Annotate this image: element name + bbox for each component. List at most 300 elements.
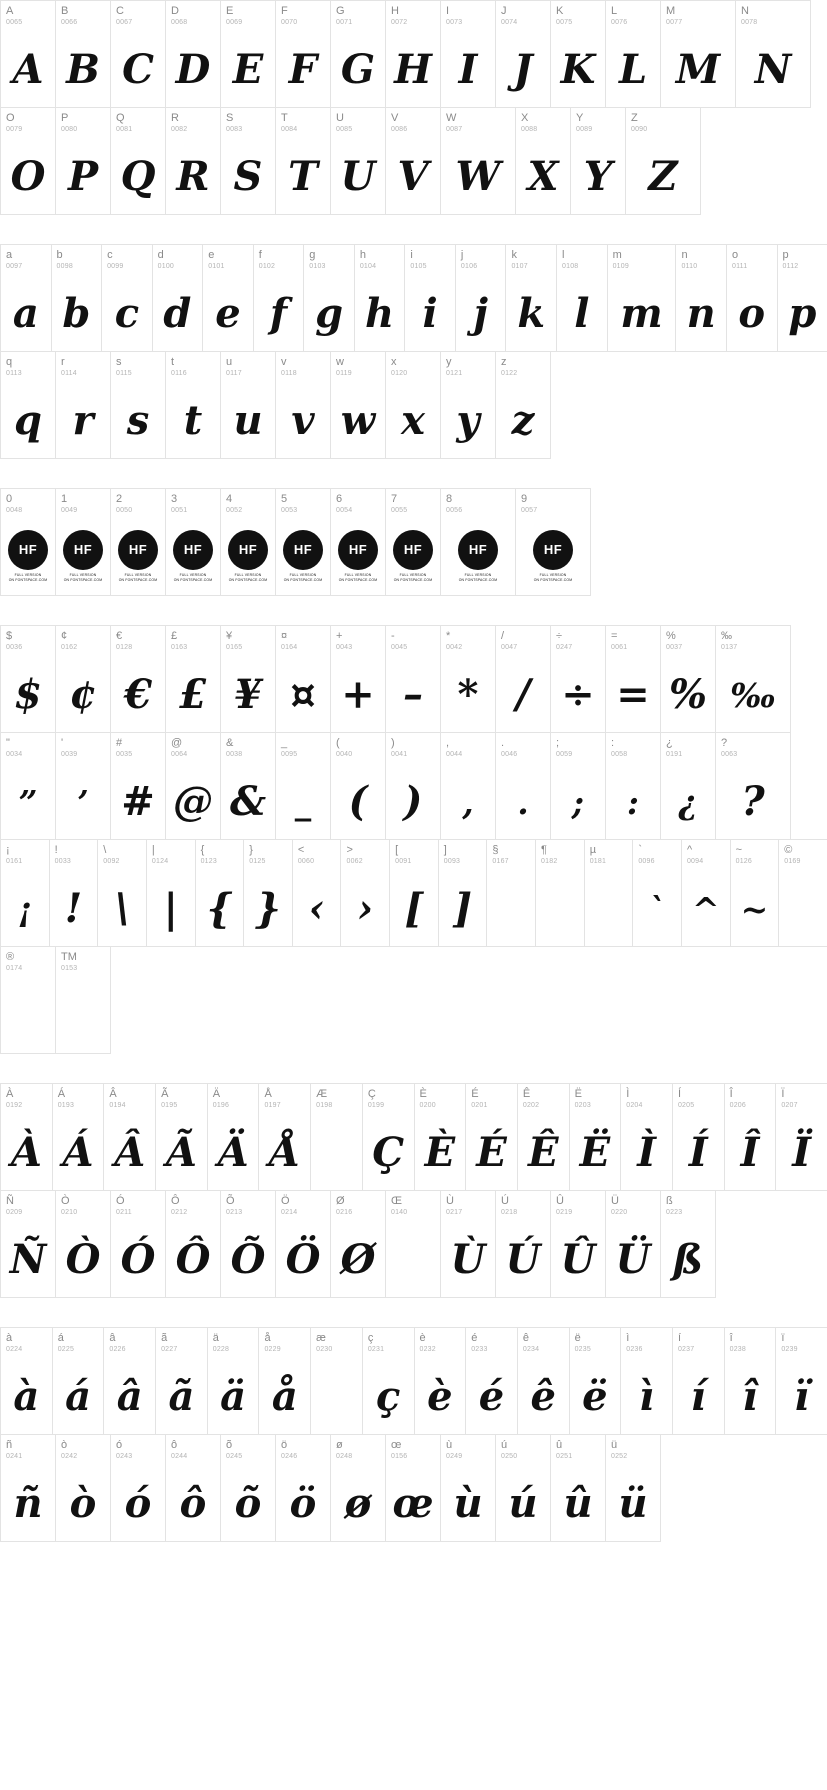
glyph-cell[interactable] (310, 1327, 363, 1435)
glyph-cell[interactable] (778, 839, 827, 947)
glyph-cell[interactable] (385, 732, 441, 840)
glyph-sample: y (456, 397, 480, 444)
glyph-sample: â (116, 1373, 143, 1420)
glyph-cell[interactable] (220, 625, 276, 733)
glyph-cell[interactable] (110, 0, 166, 108)
glyph-cell[interactable] (155, 1083, 208, 1191)
glyph-cell[interactable] (605, 625, 661, 733)
glyph-cell[interactable] (620, 1083, 673, 1191)
glyph-cell[interactable] (0, 0, 56, 108)
glyph-char-label: Ó (116, 1195, 125, 1207)
glyph-cell[interactable] (253, 244, 305, 352)
glyph-cell[interactable] (735, 0, 811, 108)
glyph-cell[interactable] (672, 1083, 725, 1191)
glyph-cell[interactable] (55, 946, 111, 1054)
glyph-char-label: â (109, 1332, 116, 1344)
glyph-cell[interactable] (440, 1190, 496, 1298)
glyph-cell[interactable] (165, 107, 221, 215)
glyph-cell[interactable] (495, 625, 551, 733)
glyph-cell[interactable] (220, 1190, 276, 1298)
glyph-char-label: œ (391, 1439, 402, 1451)
glyph-cell[interactable] (495, 0, 551, 108)
glyph-char-label: ¡ (6, 844, 10, 856)
glyph-char-label: + (336, 630, 343, 642)
glyph-sample: Ë (579, 1129, 611, 1176)
glyph-code-label: 0104 (359, 263, 377, 270)
glyph-code-label: 0140 (391, 1209, 408, 1216)
watermark-logo (221, 519, 275, 593)
glyph-code-label: 0067 (116, 19, 133, 26)
glyph-code-label: 0079 (6, 126, 23, 133)
glyph-cell[interactable] (165, 351, 221, 459)
glyph-code-label: 0248 (336, 1453, 353, 1460)
glyph-code-label: 0198 (316, 1102, 333, 1109)
glyph-cell[interactable] (110, 351, 166, 459)
glyph-code-label: 0249 (446, 1453, 463, 1460)
glyph-cell[interactable] (275, 107, 331, 215)
watermark-logo (276, 519, 330, 593)
glyph-sample: ì (638, 1373, 655, 1420)
glyph-code-label: 0228 (212, 1346, 230, 1353)
logo-caption-line2: ON FONTSPACE.COM (173, 577, 213, 582)
glyph-sample: b (62, 290, 91, 337)
glyph-code-label: 0088 (521, 126, 538, 133)
glyph-sample: à (13, 1373, 40, 1420)
glyph-cell[interactable] (660, 0, 736, 108)
glyph-char-label: l (562, 249, 565, 261)
glyph-code-label: 0075 (556, 19, 573, 26)
glyph-char-label: Ô (171, 1195, 180, 1207)
glyph-char-label: & (226, 737, 234, 749)
glyph-cell[interactable] (220, 107, 276, 215)
glyph-cell[interactable] (385, 351, 441, 459)
glyph-code-label: 0124 (151, 858, 169, 865)
glyph-code-label: 0117 (226, 370, 242, 377)
glyph-sample: S (233, 153, 263, 200)
glyph-cell[interactable] (97, 839, 147, 947)
glyph-cell[interactable] (440, 1434, 496, 1542)
glyph-cell[interactable] (275, 625, 331, 733)
glyph-char-label: Ê (522, 1088, 531, 1100)
glyph-cell[interactable] (330, 625, 386, 733)
glyph-cell[interactable] (0, 1434, 56, 1542)
glyph-cell[interactable] (385, 488, 441, 596)
glyph-char-label: Ã (161, 1088, 169, 1100)
glyph-char-label: R (171, 112, 179, 124)
glyph-char-label: : (611, 737, 615, 749)
logo-caption (229, 573, 268, 583)
glyph-code-label: 0233 (471, 1346, 488, 1353)
glyph-cell[interactable] (724, 1327, 777, 1435)
glyph-row (0, 839, 827, 946)
glyph-cell[interactable] (101, 244, 153, 352)
glyph-cell[interactable] (220, 732, 276, 840)
glyph-cell[interactable] (330, 488, 386, 596)
glyph-row (0, 1327, 827, 1434)
glyph-char-label: - (391, 630, 395, 642)
glyph-code-label: 0214 (281, 1209, 298, 1216)
glyph-cell[interactable] (330, 0, 386, 108)
glyph-cell[interactable] (550, 1434, 606, 1542)
glyph-code-label: 0069 (226, 19, 243, 26)
glyph-cell[interactable] (440, 732, 496, 840)
glyph-cell[interactable] (55, 107, 111, 215)
glyph-code-label: 0196 (212, 1102, 230, 1109)
glyph-cell[interactable] (385, 0, 441, 108)
glyph-cell[interactable] (584, 839, 634, 947)
glyph-cell[interactable] (404, 244, 456, 352)
glyph-sample: È (424, 1129, 456, 1176)
glyph-code-label: 0237 (677, 1346, 695, 1353)
glyph-cell[interactable] (55, 732, 111, 840)
glyph-cell[interactable] (681, 839, 731, 947)
glyph-char-label: Ä (212, 1088, 221, 1100)
watermark-logo (166, 519, 220, 593)
glyph-char-label: V (391, 112, 399, 124)
glyph-cell[interactable] (385, 1190, 441, 1298)
glyph-cell[interactable] (440, 0, 496, 108)
glyph-cell[interactable] (569, 1083, 622, 1191)
glyph-char-label: 2 (116, 493, 123, 505)
glyph-code-label: 0064 (171, 751, 188, 758)
glyph-cell[interactable] (385, 1434, 441, 1542)
glyph-char-label: § (492, 844, 499, 856)
glyph-cell[interactable] (775, 1327, 827, 1435)
glyph-cell[interactable] (440, 351, 496, 459)
glyph-code-label: 0193 (57, 1102, 75, 1109)
glyph-sample: A (12, 46, 44, 93)
glyph-cell[interactable] (51, 244, 103, 352)
glyph-sample: V (397, 153, 429, 200)
glyph-cell[interactable] (55, 625, 111, 733)
glyph-code-label: 0084 (281, 126, 298, 133)
glyph-code-label: 0225 (57, 1346, 75, 1353)
glyph-sample: Ô (175, 1236, 211, 1283)
glyph-sample: å (271, 1373, 298, 1420)
glyph-sample: u (233, 397, 263, 444)
glyph-cell[interactable] (777, 244, 827, 352)
glyph-cell[interactable] (0, 946, 56, 1054)
glyph-char-label: ® (6, 951, 15, 963)
glyph-code-label: 0095 (281, 751, 298, 758)
glyph-cell[interactable] (550, 1190, 606, 1298)
glyph-cell[interactable] (220, 351, 276, 459)
section-spacer (0, 458, 827, 488)
glyph-cell[interactable] (330, 732, 386, 840)
glyph-cell[interactable] (715, 732, 791, 840)
glyph-cell[interactable] (275, 1190, 331, 1298)
glyph-cell[interactable] (455, 244, 507, 352)
glyph-cell[interactable] (243, 839, 293, 947)
glyph-cell[interactable] (495, 732, 551, 840)
glyph-cell[interactable] (605, 732, 661, 840)
glyph-cell[interactable] (340, 839, 390, 947)
glyph-cell[interactable] (440, 625, 496, 733)
glyph-code-label: 0045 (391, 644, 408, 651)
glyph-sample (386, 1225, 440, 1295)
glyph-cell[interactable] (556, 244, 608, 352)
glyph-char-label: " (6, 737, 10, 749)
glyph-code-label: 0239 (781, 1346, 798, 1353)
glyph-char-label: > (346, 844, 353, 856)
glyph-cell[interactable] (625, 107, 701, 215)
section-spacer (0, 214, 827, 244)
glyph-char-label: í (677, 1332, 681, 1344)
glyph-cell[interactable] (495, 1434, 551, 1542)
glyph-cell[interactable] (607, 244, 677, 352)
glyph-cell[interactable] (362, 1083, 415, 1191)
glyph-cell[interactable] (275, 732, 331, 840)
glyph-cell[interactable] (0, 244, 52, 352)
glyph-sample: j (473, 290, 488, 337)
glyph-sample: $ (14, 671, 42, 718)
glyph-char-label: ù (446, 1439, 453, 1451)
glyph-cell[interactable] (724, 1083, 777, 1191)
glyph-char-label: Z (631, 112, 638, 124)
glyph-cell[interactable] (660, 1190, 716, 1298)
glyph-cell[interactable] (152, 244, 204, 352)
glyph-cell[interactable] (389, 839, 439, 947)
glyph-cell[interactable] (0, 107, 56, 215)
glyph-sample: F (288, 46, 318, 93)
glyph-cell[interactable] (385, 625, 441, 733)
glyph-cell[interactable] (620, 1327, 673, 1435)
glyph-cell[interactable] (675, 244, 727, 352)
glyph-cell[interactable] (220, 1434, 276, 1542)
glyph-cell[interactable] (385, 107, 441, 215)
glyph-cell[interactable] (330, 1434, 386, 1542)
glyph-code-label: 0238 (729, 1346, 746, 1353)
glyph-cell[interactable] (486, 839, 536, 947)
glyph-cell[interactable] (275, 351, 331, 459)
glyph-cell[interactable] (515, 488, 591, 596)
glyph-sample: K (560, 46, 596, 93)
glyph-code-label: 0092 (103, 858, 120, 865)
glyph-cell[interactable] (570, 107, 626, 215)
glyph-char-label: q (6, 356, 13, 368)
glyph-cell[interactable] (0, 488, 56, 596)
glyph-char-label: N (741, 5, 749, 17)
glyph-cell[interactable] (165, 625, 221, 733)
glyph-cell[interactable] (726, 244, 778, 352)
glyph-code-label: 0234 (522, 1346, 540, 1353)
glyph-code-label: 0125 (249, 858, 266, 865)
logo-caption-line1: FULL VERSION (69, 572, 97, 577)
glyph-sample (311, 1362, 362, 1432)
glyph-cell[interactable] (103, 1327, 156, 1435)
glyph-code-label: 0211 (116, 1209, 132, 1216)
logo-caption-line1: FULL VERSION (14, 572, 42, 577)
glyph-sample: ë (582, 1373, 608, 1420)
glyph-cell[interactable] (55, 0, 111, 108)
glyph-cell[interactable] (55, 1434, 111, 1542)
glyph-code-label: 0090 (631, 126, 648, 133)
glyph-char-label: é (471, 1332, 478, 1344)
glyph-cell[interactable] (49, 839, 99, 947)
glyph-char-label: o (732, 249, 739, 261)
glyph-char-label: Î (729, 1088, 733, 1100)
glyph-cell[interactable] (660, 625, 716, 733)
glyph-cell[interactable] (55, 351, 111, 459)
glyph-cell[interactable] (0, 1083, 53, 1191)
glyph-code-label: 0040 (336, 751, 353, 758)
glyph-cell[interactable] (0, 351, 56, 459)
glyph-code-label: 0120 (391, 370, 408, 377)
glyph-cell[interactable] (0, 732, 56, 840)
glyph-cell[interactable] (0, 839, 50, 947)
glyph-cell[interactable] (207, 1083, 260, 1191)
glyph-cell[interactable] (110, 732, 166, 840)
glyph-cell[interactable] (550, 732, 606, 840)
glyph-cell[interactable] (258, 1083, 311, 1191)
glyph-cell[interactable] (517, 1083, 570, 1191)
glyph-char-label: ä (212, 1332, 219, 1344)
glyph-cell[interactable] (440, 107, 516, 215)
glyph-char-label: U (336, 112, 344, 124)
glyph-sample (1, 981, 55, 1051)
glyph-cell[interactable] (195, 839, 245, 947)
glyph-cell[interactable] (362, 1327, 415, 1435)
glyph-cell[interactable] (672, 1327, 725, 1435)
glyph-cell[interactable] (303, 244, 355, 352)
glyph-cell[interactable] (110, 488, 166, 596)
glyph-cell[interactable] (0, 1190, 56, 1298)
glyph-code-label: 0083 (226, 126, 243, 133)
glyph-sample (311, 1118, 362, 1188)
glyph-cell[interactable] (0, 1327, 53, 1435)
glyph-cell[interactable] (730, 839, 780, 947)
glyph-char-label: € (116, 630, 123, 642)
glyph-code-label: 0121 (446, 370, 463, 377)
glyph-cell[interactable] (465, 1327, 518, 1435)
glyph-cell[interactable] (605, 1190, 661, 1298)
glyph-cell[interactable] (292, 839, 342, 947)
glyph-code-label: 0102 (258, 263, 276, 270)
glyph-char-label: X (521, 112, 529, 124)
glyph-cell[interactable] (52, 1327, 105, 1435)
glyph-char-label: K (556, 5, 564, 17)
glyph-cell[interactable] (438, 839, 488, 947)
glyph-sample: £ (179, 671, 207, 718)
glyph-cell[interactable] (354, 244, 406, 352)
glyph-sample: û (563, 1480, 593, 1527)
glyph-cell[interactable] (330, 1190, 386, 1298)
glyph-cell[interactable] (275, 0, 331, 108)
glyph-char-label: A (6, 5, 14, 17)
glyph-sample: á (65, 1373, 91, 1420)
glyph-cell[interactable] (495, 351, 551, 459)
glyph-cell[interactable] (220, 0, 276, 108)
glyph-cell[interactable] (110, 107, 166, 215)
glyph-sample: Â (114, 1129, 146, 1176)
glyph-cell[interactable] (775, 1083, 827, 1191)
glyph-char-label: 9 (521, 493, 528, 505)
glyph-cell[interactable] (414, 1327, 467, 1435)
glyph-cell[interactable] (569, 1327, 622, 1435)
glyph-char-label: [ (395, 844, 399, 856)
glyph-sample: é (478, 1373, 505, 1420)
glyph-char-label: è (419, 1332, 426, 1344)
glyph-char-label: j (460, 249, 464, 261)
glyph-code-label: 0118 (281, 370, 297, 377)
glyph-char-label: ê (522, 1332, 529, 1344)
glyph-char-label: ' (61, 737, 64, 749)
glyph-sample: W (455, 153, 501, 200)
logo-caption-line2: ON FONTSPACE.COM (118, 577, 158, 582)
glyph-cell[interactable] (165, 732, 221, 840)
glyph-cell[interactable] (165, 1434, 221, 1542)
glyph-cell[interactable] (550, 625, 606, 733)
glyph-sample: ¡ (17, 889, 33, 929)
glyph-cell[interactable] (550, 0, 606, 108)
logo-caption-line1: FULL VERSION (539, 572, 567, 577)
glyph-cell[interactable] (110, 1190, 166, 1298)
glyph-sample: z (511, 397, 535, 444)
glyph-cell[interactable] (220, 488, 276, 596)
glyph-cell[interactable] (632, 839, 682, 947)
glyph-cell[interactable] (495, 1190, 551, 1298)
glyph-cell[interactable] (517, 1327, 570, 1435)
logo-caption (339, 573, 378, 583)
glyph-cell[interactable] (275, 1434, 331, 1542)
glyph-cell[interactable] (165, 1190, 221, 1298)
glyph-cell[interactable] (275, 488, 331, 596)
glyph-cell[interactable] (310, 1083, 363, 1191)
glyph-sample: Ñ (9, 1236, 47, 1283)
glyph-sample: E (232, 46, 264, 93)
glyph-cell[interactable] (330, 351, 386, 459)
glyph-char-label: ã (161, 1332, 168, 1344)
glyph-char-label: Õ (226, 1195, 235, 1207)
glyph-code-label: 0194 (109, 1102, 126, 1109)
glyph-char-label: £ (171, 630, 178, 642)
glyph-cell[interactable] (52, 1083, 105, 1191)
glyph-cell[interactable] (715, 625, 791, 733)
glyph-cell[interactable] (465, 1083, 518, 1191)
glyph-sample: Õ (230, 1236, 266, 1283)
glyph-cell[interactable] (535, 839, 585, 947)
glyph-char-label: k (511, 249, 517, 261)
glyph-cell[interactable] (55, 1190, 111, 1298)
logo-caption-line2: ON FONTSPACE.COM (63, 577, 103, 582)
glyph-cell[interactable] (605, 1434, 661, 1542)
glyph-cell[interactable] (207, 1327, 260, 1435)
glyph-cell[interactable] (330, 107, 386, 215)
glyph-cell[interactable] (414, 1083, 467, 1191)
glyph-cell[interactable] (0, 625, 56, 733)
glyph-cell[interactable] (165, 0, 221, 108)
glyph-cell[interactable] (660, 732, 716, 840)
glyph-cell[interactable] (55, 488, 111, 596)
glyph-sample: l (574, 290, 590, 337)
glyph-cell[interactable] (440, 488, 516, 596)
glyph-sample: ô (179, 1480, 207, 1527)
glyph-cell[interactable] (515, 107, 571, 215)
glyph-cell[interactable] (110, 625, 166, 733)
glyph-char-label: Ñ (6, 1195, 14, 1207)
glyph-cell[interactable] (165, 488, 221, 596)
glyph-cell[interactable] (258, 1327, 311, 1435)
glyph-cell[interactable] (146, 839, 196, 947)
glyph-cell[interactable] (202, 244, 254, 352)
glyph-cell[interactable] (103, 1083, 156, 1191)
glyph-cell[interactable] (605, 0, 661, 108)
glyph-cell[interactable] (110, 1434, 166, 1542)
glyph-code-label: 0210 (61, 1209, 78, 1216)
glyph-cell[interactable] (155, 1327, 208, 1435)
glyph-cell[interactable] (505, 244, 557, 352)
glyph-code-label: 0057 (521, 507, 538, 514)
